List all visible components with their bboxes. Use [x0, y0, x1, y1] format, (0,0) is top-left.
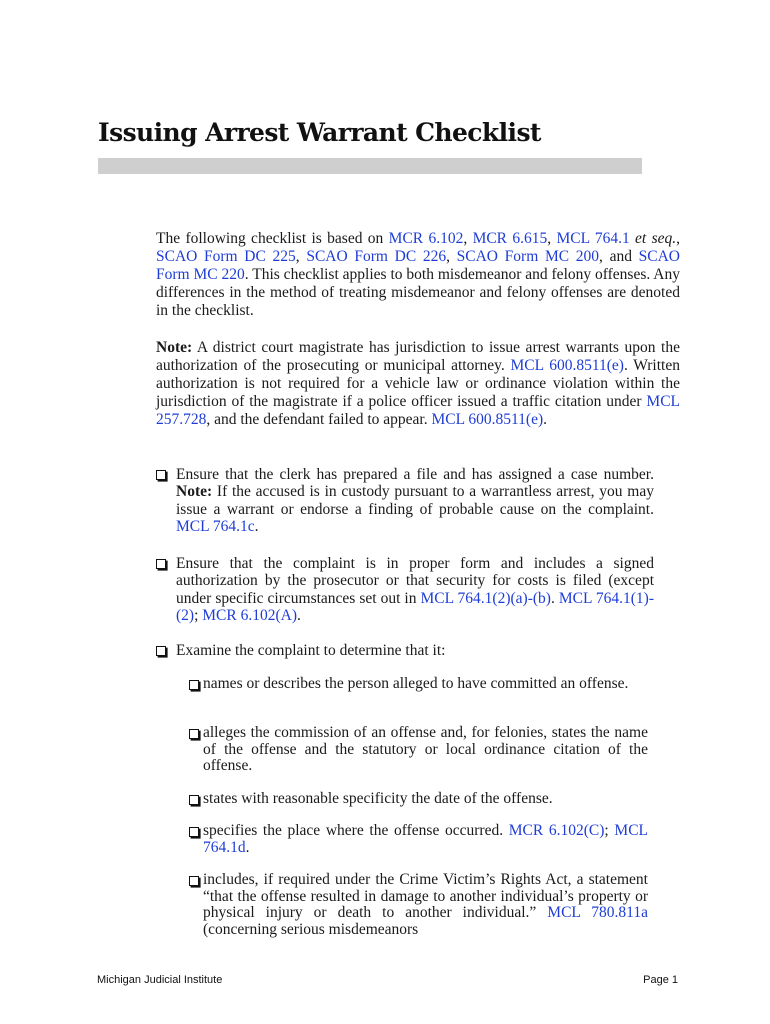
checklist-item-clerk-file: Ensure that the clerk has prepared a file and has assigned a case number. Note: If the accused is in custody pursuant to a warrantless arrest, you may issue a warrant or endorse a finding of probable cause on the complaint. MCL 764.1c. — [156, 466, 654, 536]
link-mcl-764-1[interactable]: MCL 764.1 — [556, 230, 630, 247]
checkbox[interactable] — [156, 559, 166, 569]
checkbox[interactable] — [189, 876, 199, 886]
intro-paragraph: The following checklist is based on MCR 6.102, MCR 6.615, MCL 764.1 et seq., SCAO Form DC 225, SCAO Form DC 226, SCAO Form MC 200, and SCAO Form MC 220. This checklist applies to both misdemeanor and felony offenses. Any differences in the method of treating misdemeanor and felony offenses are denoted in the checklist. — [156, 230, 680, 320]
link-mcl-600-8511e-2[interactable]: MCL 600.8511(e) — [431, 411, 544, 429]
checkbox[interactable] — [156, 470, 166, 480]
link-mcr-6-102c[interactable]: MCR 6.102(C) — [508, 822, 605, 839]
link-mcl-764-1-1-2[interactable]: MCL 764.1(1)-(2) — [176, 589, 655, 625]
link-scao-form-dc-226[interactable]: SCAO Form DC 226 — [306, 248, 447, 266]
link-scao-form-mc-220[interactable]: SCAO Form MC 220 — [156, 248, 680, 284]
checkbox[interactable] — [156, 646, 166, 656]
footer-page-number: Page 1 — [643, 974, 678, 986]
link-mcr-6-615[interactable]: MCR 6.615 — [472, 230, 548, 247]
link-scao-form-dc-225[interactable]: SCAO Form DC 225 — [156, 248, 296, 266]
checklist-item-examine-complaint: Examine the complaint to determine that it: — [156, 642, 654, 659]
link-mcl-764-1d[interactable]: MCL 764.1d — [203, 822, 648, 856]
link-mcl-257-728[interactable]: MCL 257.728 — [156, 393, 680, 429]
link-mcl-764-1-2-a-b[interactable]: MCL 764.1(2)(a)-(b) — [420, 589, 551, 607]
sub-item-names-person: names or describes the person alleged to have committed an offense. — [189, 676, 648, 693]
checkbox[interactable] — [189, 827, 199, 837]
checklist-item-complaint-form: Ensure that the complaint is in proper form and includes a signed authorization by the prosecutor or that security for costs is filed (except under specific circumstances set out in MCL 764.1(2)(a)-(b). MCL 764.1(1)-(2); MCR 6.102(A). — [156, 555, 654, 625]
checkbox[interactable] — [189, 729, 199, 739]
sub-item-crime-victim-statement: includes, if required under the Crime Victim’s Rights Act, a statement “that the offense resulted in damage to another individual’s property or physical injury or death to another individual.” MCL 780.811a (concerning serious misdemeanors — [189, 872, 648, 938]
checkbox[interactable] — [189, 680, 199, 690]
sub-item-alleges-offense: alleges the commission of an offense and, for felonies, states the name of the offense and the statutory or local ordinance citation of the offense. — [189, 725, 648, 775]
title-underline-bar — [98, 158, 642, 174]
sub-item-date-offense: states with reasonable specificity the date of the offense. — [189, 791, 648, 808]
link-mcl-780-811a[interactable]: MCL 780.811a — [547, 904, 648, 922]
sub-item-place-offense: specifies the place where the offense occurred. MCR 6.102(C); MCL 764.1d. — [189, 823, 648, 856]
note-paragraph: Note: A district court magistrate has jurisdiction to issue arrest warrants upon the authorization of the prosecuting or municipal attorney. MCL 600.8511(e). Written authorization is not required for a vehicle law or ordinance violation within the jurisdiction of the magistrate if a police officer issued a traffic citation under MCL 257.728, and the defendant failed to appear. MCL 600.8511(e). — [156, 339, 680, 429]
link-mcr-6-102[interactable]: MCR 6.102 — [388, 230, 464, 247]
page-title: Issuing Arrest Warrant Checklist — [98, 118, 541, 147]
footer-publisher: Michigan Judicial Institute — [97, 974, 223, 986]
link-mcr-6-102a[interactable]: MCR 6.102(A) — [202, 607, 297, 625]
link-scao-form-mc-200[interactable]: SCAO Form MC 200 — [456, 248, 600, 266]
checkbox[interactable] — [189, 795, 199, 805]
link-mcl-764-1c[interactable]: MCL 764.1c — [176, 518, 255, 536]
link-mcl-600-8511e[interactable]: MCL 600.8511(e) — [510, 357, 624, 375]
